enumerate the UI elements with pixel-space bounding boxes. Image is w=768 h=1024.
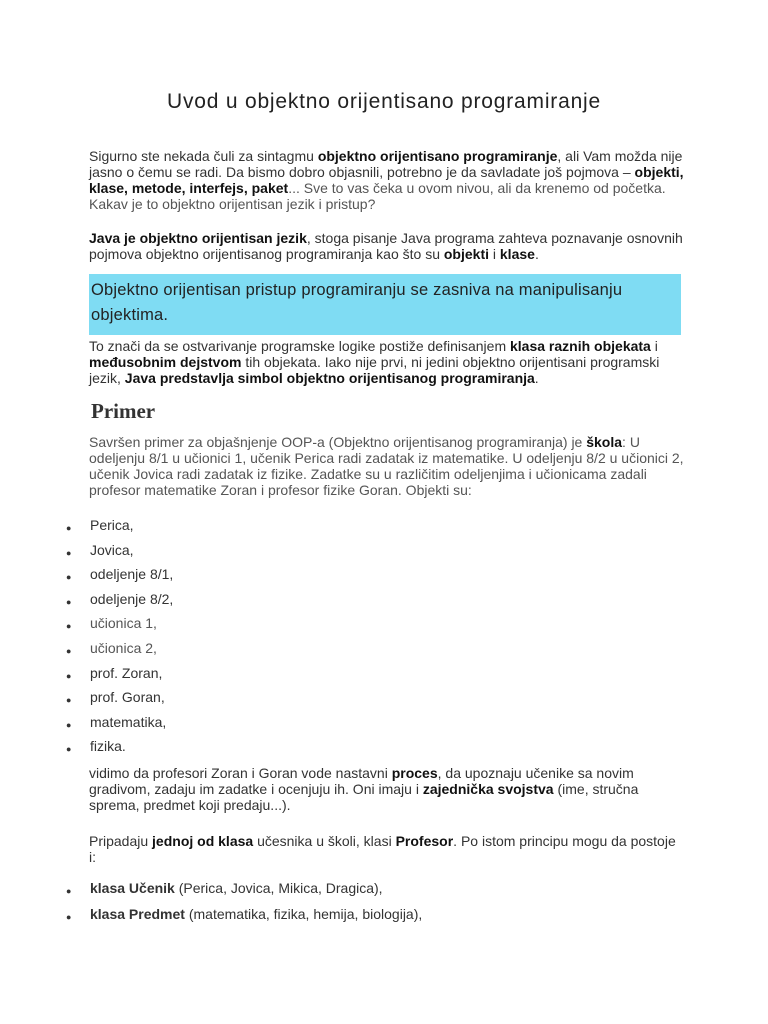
text-span: i xyxy=(650,338,658,354)
bullet-icon: ● xyxy=(66,523,72,533)
bullet-icon: ● xyxy=(66,547,72,558)
highlight-box xyxy=(89,274,681,335)
list-item-text: prof. Goran, xyxy=(90,689,165,706)
bullet-icon: ● xyxy=(66,744,72,755)
bold-term: škola xyxy=(586,434,623,450)
list-item xyxy=(0,615,768,640)
list-item-text xyxy=(90,906,422,922)
process-paragraph xyxy=(89,765,685,813)
section-heading-primer: Primer xyxy=(91,399,156,423)
bold-term: objekti xyxy=(443,246,489,262)
bold-term: objektno orijentisano programiranje xyxy=(317,148,558,164)
list-item xyxy=(0,665,768,690)
bold-term: klasa raznih objekata xyxy=(510,338,651,354)
list-item-text: učionica 1, xyxy=(90,615,157,632)
highlight-text: Objektno orijentisan pristup programiranju se zasniva na manipulisanju objektima. xyxy=(91,281,623,324)
list-item-text: prof. Zoran, xyxy=(90,664,163,681)
bold-term: objekti, klase, metode, interfejs, paket xyxy=(89,164,684,196)
bullet-icon: ● xyxy=(66,695,72,706)
list-item-text: fizika. xyxy=(90,738,126,755)
list-item xyxy=(0,880,768,906)
list-item-text: matematika, xyxy=(90,713,167,730)
list-item-text xyxy=(90,880,383,896)
bullet-icon: ● xyxy=(66,596,72,607)
intro-paragraph xyxy=(89,148,685,212)
java-paragraph xyxy=(89,230,685,262)
bold-term: klasa Učenik xyxy=(90,880,175,896)
text-span: . xyxy=(534,246,539,262)
text-span: (matematika, fizika, hemija, biologija), xyxy=(184,906,423,922)
text-span: vidimo da profesori Zoran i Goran vode nastavni xyxy=(89,765,392,781)
class-paragraph xyxy=(89,833,685,865)
page-title: Uvod u objektno orijentisano programiranje xyxy=(167,90,601,113)
bullet-icon: ● xyxy=(66,719,72,730)
text-span: tih objekata. Iako nije prvi, ni jedini objektno orijentisani programski jezik, xyxy=(89,354,660,386)
list-item xyxy=(0,640,768,665)
text-span: : U odeljenju 8/1 u učionici 1, učenik Perica radi zadatak iz matematike. U odeljenju 8/2 u učionici 2, učenik Jovica radi zadatak iz fizike. Zadatke su u različitim odeljenjima i učionicama zadali profesor matematike Zoran i profesor fizike Goran. Objekti su: xyxy=(89,434,684,498)
text-span: To znači da se ostvarivanje programske logike postiže definisanjem xyxy=(89,338,510,354)
text-span: , stoga pisanje Java programa zahteva poznavanje osnovnih pojmova objektno orijentisanog programiranja kao što su xyxy=(89,230,683,262)
bullet-icon: ● xyxy=(66,572,72,583)
bold-term: proces xyxy=(391,765,438,781)
list-item-text: Perica, xyxy=(90,517,134,533)
list-item xyxy=(0,689,768,714)
bold-term: zajednička svojstva xyxy=(422,781,554,797)
objects-list xyxy=(0,517,768,763)
list-item-text: Jovica, xyxy=(90,541,134,558)
text-span: Sigurno ste nekada čuli za sintagmu xyxy=(89,148,318,164)
list-item xyxy=(0,906,768,932)
bold-term: klase xyxy=(499,246,535,262)
text-span: učesnika u školi, klasi xyxy=(253,833,396,849)
bullet-icon: ● xyxy=(66,912,72,922)
list-item xyxy=(0,738,768,763)
list-item-text: učionica 2, xyxy=(90,639,157,656)
text-span: ... Sve to vas čeka u ovom nivou, ali da krenemo od početka. Kakav je to objektno orijentisan jezik i pristup? xyxy=(89,180,666,212)
bullet-icon: ● xyxy=(66,645,72,656)
bold-term: klasa Predmet xyxy=(90,906,185,922)
list-item xyxy=(0,517,768,542)
bullet-icon: ● xyxy=(66,886,72,896)
text-span: , ali Vam možda nije jasno o čemu se radi. Da bismo dobro objasnili, potrebno je da savladate još pojmova – xyxy=(89,148,683,180)
text-span: i xyxy=(489,246,500,262)
classes-list xyxy=(0,880,768,932)
bold-term: Java predstavlja simbol objektno orijentisanog programiranja xyxy=(124,370,535,386)
bullet-icon: ● xyxy=(66,670,72,681)
text-span: , da upoznaju učenike sa novim gradivom, zadaju im zadatke i ocenjuju ih. Oni imaju i xyxy=(89,765,634,797)
logic-paragraph xyxy=(89,338,685,386)
bold-term: jednoj od klasa xyxy=(152,833,254,849)
list-item xyxy=(0,714,768,739)
example-paragraph xyxy=(89,434,685,498)
text-span: Pripadaju xyxy=(89,833,153,849)
text-span: . Po istom principu mogu da postoje i: xyxy=(89,833,676,865)
list-item-text: odeljenje 8/1, xyxy=(90,566,174,583)
bold-term: Profesor xyxy=(395,833,454,849)
text-span: . xyxy=(534,370,539,386)
bullet-icon: ● xyxy=(66,621,72,632)
text-span: (ime, stručna sprema, predmet koji predaju...). xyxy=(89,781,639,813)
list-item-text: odeljenje 8/2, xyxy=(90,590,174,607)
bold-term: međusobnim dejstvom xyxy=(89,354,242,370)
list-item xyxy=(0,566,768,591)
text-span: Savršen primer za objašnjenje OOP-a (Objektno orijentisanog programiranja) je xyxy=(89,434,587,450)
list-item xyxy=(0,542,768,567)
bold-term: Java je objektno orijentisan jezik xyxy=(89,230,307,246)
list-item xyxy=(0,591,768,616)
text-span: (Perica, Jovica, Mikica, Dragica), xyxy=(174,880,383,896)
